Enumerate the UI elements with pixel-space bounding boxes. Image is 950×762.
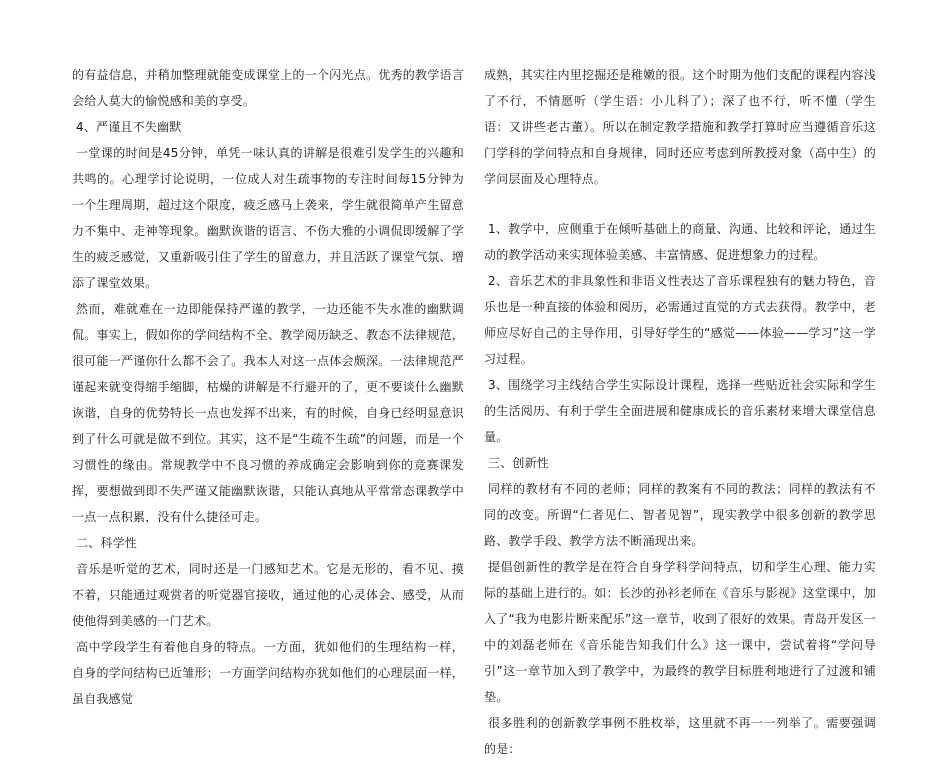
paragraph: 高中学段学生有着他自身的特点。一方面，犹如他们的生理结构一样，自身的学问结构已近雏形；一方面学问结构亦犹如他们的心理层面一样，虽自我感觉	[72, 640, 464, 706]
paragraph: 的有益信息，并稍加整理就能变成课堂上的一个闪光点。优秀的教学语言会给人莫大的愉悦感和美的享受。	[72, 68, 464, 108]
paragraph: 一堂课的时间是45分钟，单凭一味认真的讲解是很难引发学生的兴趣和共鸣的。心理学讨论说明，一位成人对生疏事物的专注时间每15分钟为一个生理周期，超过这个限度，疲乏感马上袭来，学生就很简单产生留意力不集中、走神等现象。幽默诙谐的语言、不伤大雅的小调侃即缓解了学生的疲乏感觉，又重新吸引住了学生的留意力，并且活跃了课堂气氛、增添了课堂效果。	[72, 146, 464, 290]
paragraph: 同样的教材有不同的老师；同样的教案有不同的教法；同样的教法有不同的改变。所谓“仁者见仁、智者见智”，现实教学中很多创新的教学思路、教学手段、教学方法不断涌现出来。	[484, 482, 876, 548]
list-item: 2、音乐艺术的非具象性和非语义性表达了音乐课程独有的魅力特色，音乐也是一种直接的体验和阅历，必需通过直觉的方式去获得。教学中，老师应尽好自己的主导作用，引导好学生的“感觉——体验——学习”这一学习过程。	[484, 274, 876, 366]
left-column	[72, 62, 464, 712]
section-heading-innovation: 三、创新性	[488, 456, 550, 470]
section-heading-humor: 4、严谨且不失幽默	[76, 120, 182, 134]
list-item: 1、教学中，应侧重于在倾听基础上的商量、沟通、比较和评论，通过生动的教学活动来实现体验美感、丰富情感、促进想象力的过程。	[484, 222, 876, 262]
blank-line	[484, 192, 876, 216]
right-column	[484, 62, 876, 762]
paragraph: 音乐是听觉的艺术，同时还是一门感知艺术。它是无形的，看不见、摸不着，只能通过观赏者的听觉器官接收，通过他的心灵体会、感受，从而使他得到美感的一门艺术。	[72, 562, 464, 628]
list-item: 3、围绕学习主线结合学生实际设计课程，选择一些贴近社会实际和学生的生活阅历、有利于学生全面进展和健康成长的音乐素材来增大课堂信息量。	[484, 378, 876, 444]
section-heading-scientific: 二、科学性	[76, 536, 138, 550]
paragraph: 然而，难就难在一边即能保持严谨的教学，一边还能不失水准的幽默调侃。事实上，假如你的学问结构不全、教学阅历缺乏、教态不法律规范，很可能一严谨你什么都不会了。我本人对这一点体会颇深。一法律规范严谨起来就变得缩手缩脚，枯燥的讲解是不行避开的了，更不要谈什么幽默诙谐，自身的优势特长一点也发挥不出来，有的时候，自身已经明显意识到了什么可就是做不到位。其实，这不是“生疏不生疏”的问题，而是一个习惯性的缘由。常规教学中不良习惯的养成确定会影响到你的竞赛课发挥，要想做到即不失严谨又能幽默诙谐，只能认真地从平常常态课教学中一点一点积累，没有什么捷径可走。	[72, 302, 464, 524]
paragraph: 成熟，其实往内里挖掘还是稚嫩的很。这个时期为他们支配的课程内容浅了不行，不情愿听（学生语：小儿科了）；深了也不行，听不懂（学生语：又讲些老古董）。所以在制定教学措施和教学打算时应当遵循音乐这门学科的学问特点和自身规律，同时还应考虑到所教授对象（高中生）的学问层面及心理特点。	[484, 68, 876, 186]
paragraph: 提倡创新性的教学是在符合自身学科学问特点，切和学生心理、能力实际的基础上进行的。如：长沙的孙衫老师在《音乐与影视》这堂课中，加入了“我为电影片断来配乐”这一章节，收到了很好的效果。青岛开发区一中的刘磊老师在《音乐能告知我们什么》这一课中，尝试着将“学问导引”这一章节加入到了教学中，为最终的教学目标胜利地进行了过渡和铺垫。	[484, 560, 876, 704]
paragraph: 很多胜利的创新教学事例不胜枚举，这里就不再一一列举了。需要强调的是：	[484, 716, 876, 756]
